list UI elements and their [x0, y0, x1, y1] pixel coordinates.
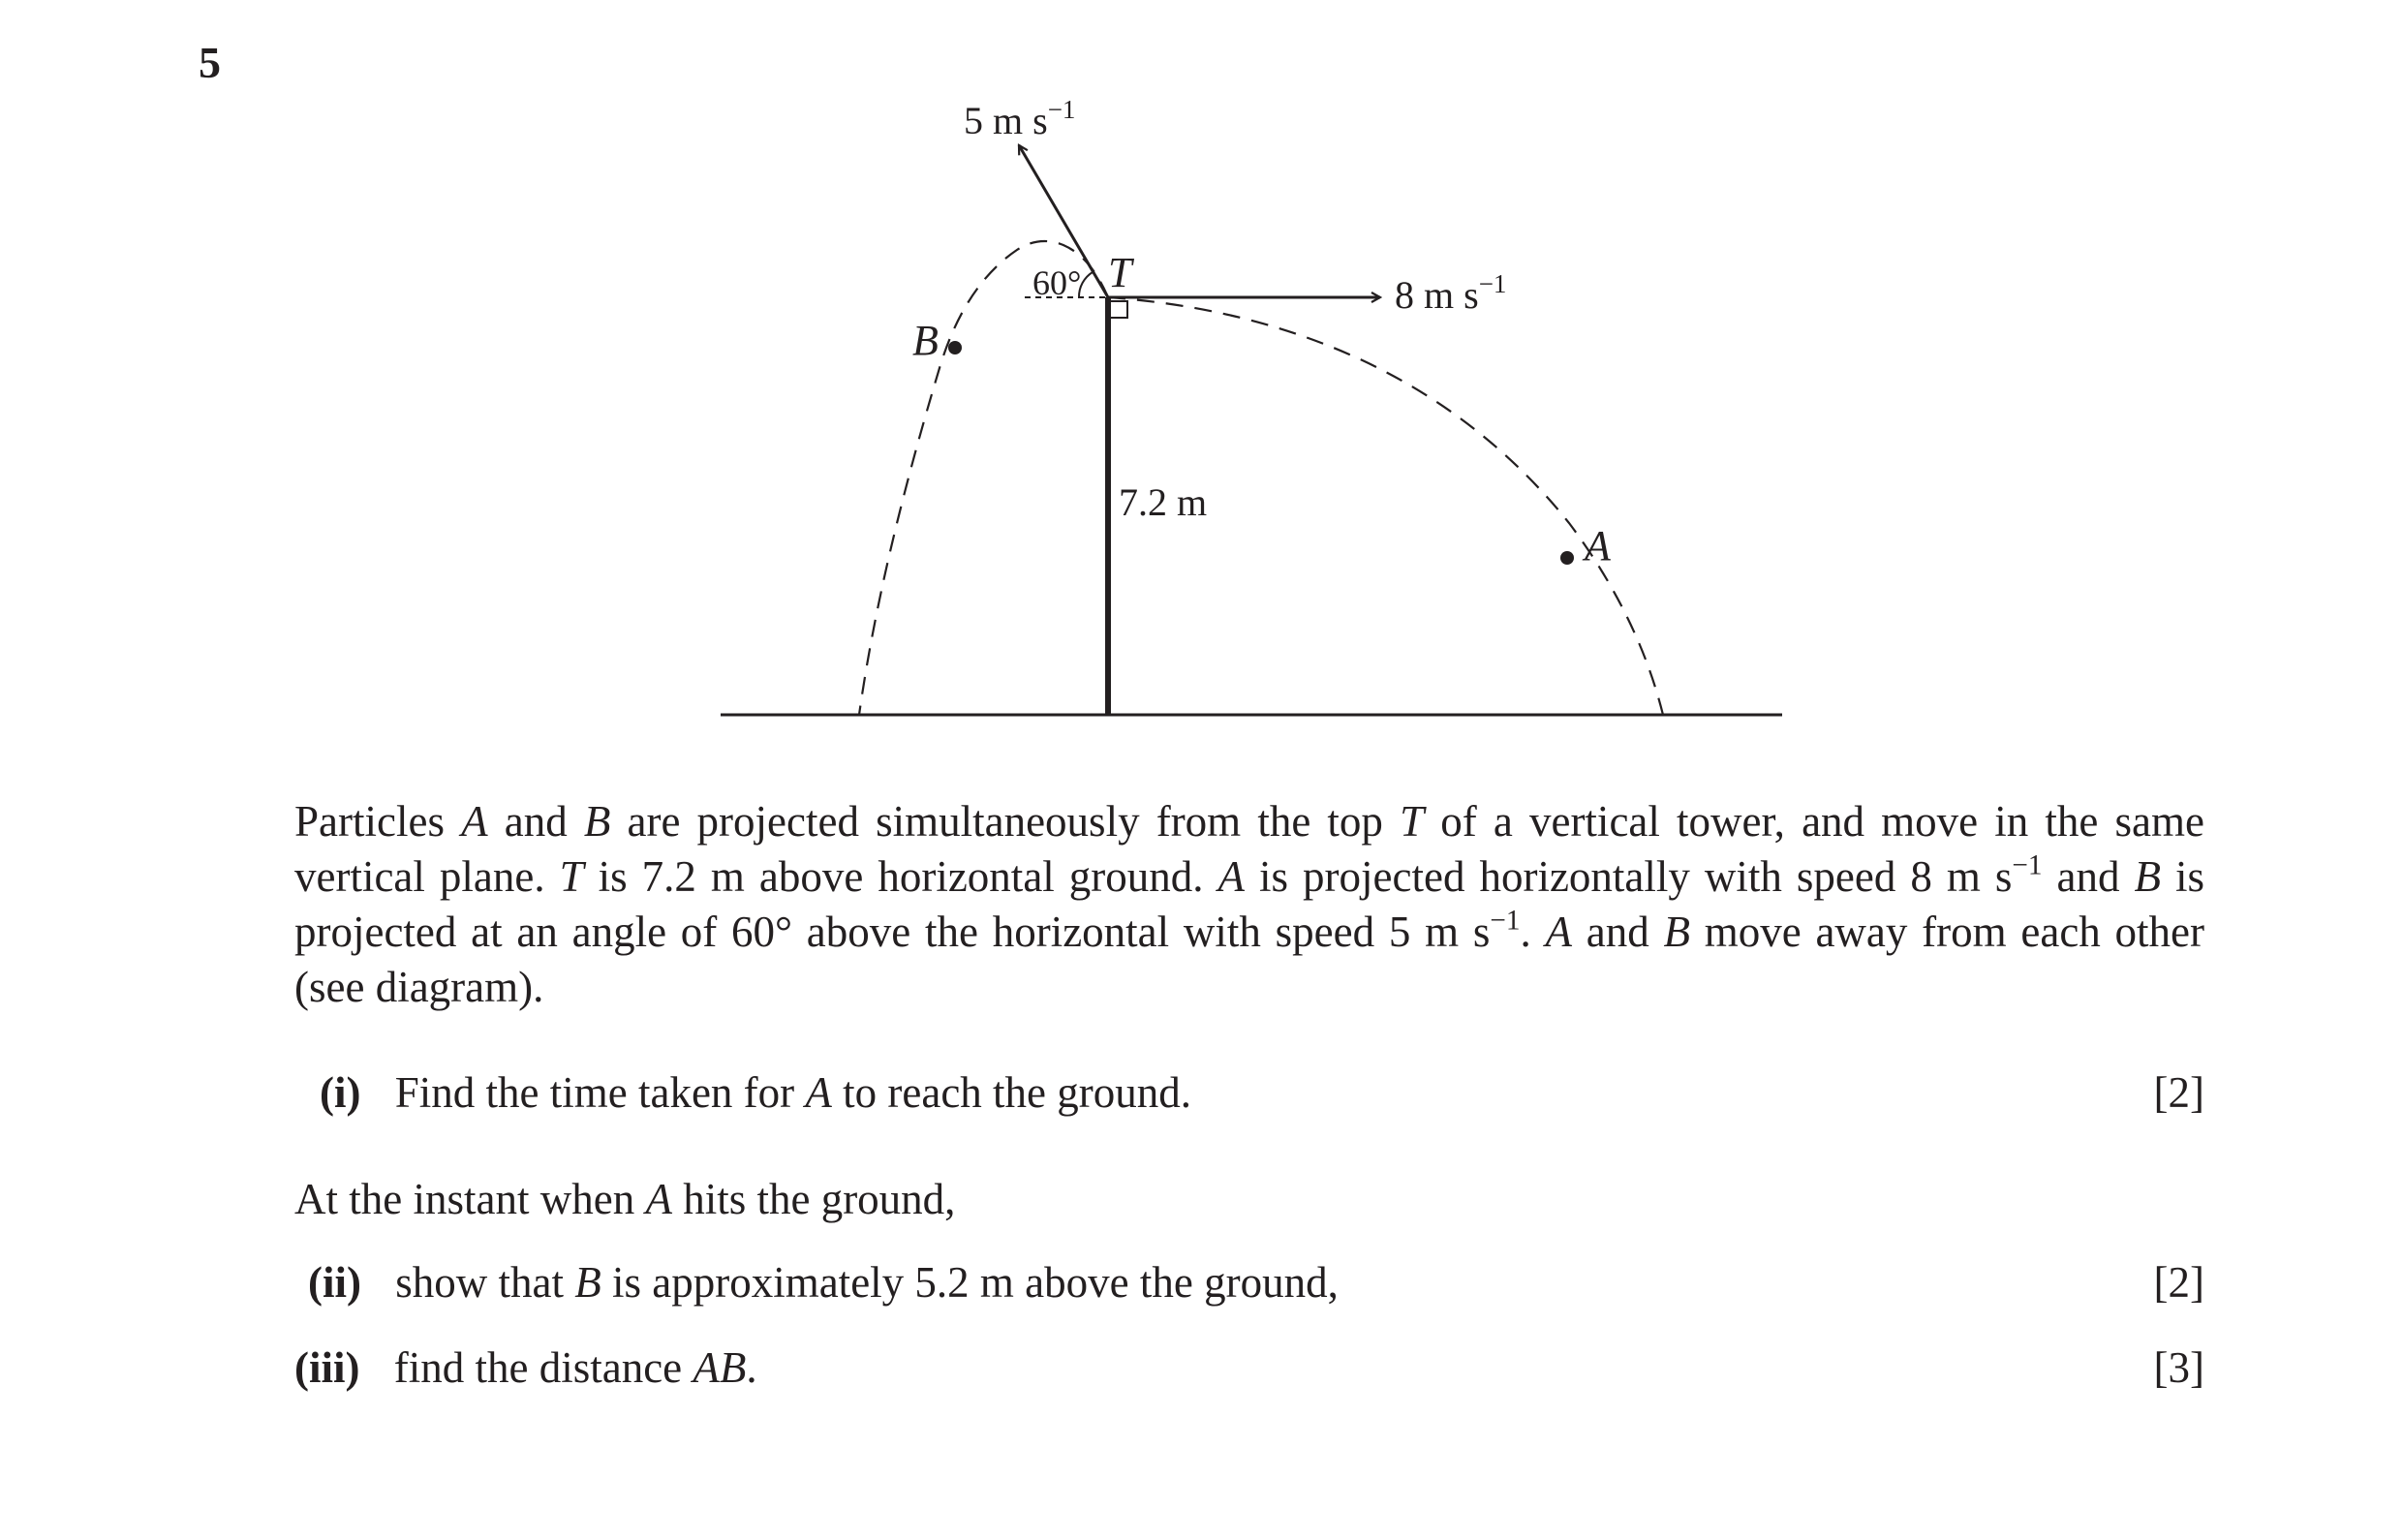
height-label: 7.2 m — [1119, 480, 1208, 524]
trajectory-b — [859, 241, 1108, 715]
part-i-label: (i) — [320, 1068, 361, 1117]
speed-b-label: 5 m $s^{-1}$ — [964, 95, 1076, 142]
part-ii-label: (ii) — [308, 1258, 361, 1307]
part-iii-marks: [3] — [2153, 1343, 2204, 1392]
question-number: 5 — [199, 38, 221, 87]
lead-in-text: At the instant when A hits the ground, — [294, 1175, 956, 1223]
question-intro: Particles A and B are projected simultaneously from the top T of a vertical tower, and move in the same vertical plane. T is 7.2 m above horizontal ground. A is projected horizontally with speed 8 m $s^{-1}$ and B is projected at an angle of 60° above the horizontal with speed 5 m $s^{-1}$. A and B move away from each other (see diagram). — [294, 797, 2205, 1011]
point-a-label: A — [1585, 522, 1611, 570]
point-b-label: B — [912, 317, 939, 364]
point-a-dot — [1560, 551, 1574, 565]
part-ii: (ii) show that B is approximately 5.2 m above the ground, — [308, 1255, 1339, 1310]
speed-a-label: 8 m $s^{-1}$ — [1395, 269, 1507, 317]
part-i: (i) Find the time taken for A to reach the ground. — [320, 1065, 1191, 1121]
point-b-dot — [948, 341, 962, 354]
tower-top-label: T — [1108, 249, 1132, 296]
part-iii-label: (iii) — [294, 1343, 360, 1392]
part-i-marks: [2] — [2153, 1068, 2204, 1117]
part-ii-marks: [2] — [2153, 1258, 2204, 1307]
part-iii: (iii) find the distance AB. — [294, 1340, 757, 1396]
right-angle-marker — [1111, 301, 1127, 318]
angle-label: 60° — [1032, 263, 1082, 302]
